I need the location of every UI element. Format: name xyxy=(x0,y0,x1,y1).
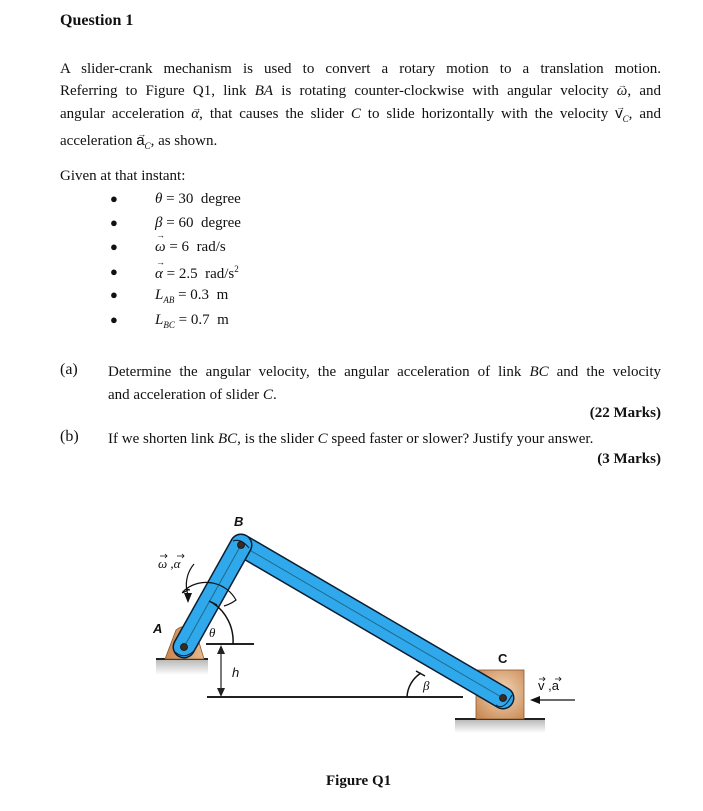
value: = 30 xyxy=(166,191,194,207)
v-symbol: → v xyxy=(615,105,623,122)
label-beta: β xyxy=(423,678,430,693)
link-bc-ref: BC xyxy=(529,364,549,380)
value: = 60 xyxy=(166,215,194,231)
symbol: L xyxy=(155,287,164,303)
unit: m xyxy=(217,312,229,328)
alpha-symbol: → α xyxy=(191,106,199,122)
part-a-label: (a) xyxy=(60,361,78,378)
bullet-icon: ● xyxy=(110,239,118,254)
text: speed faster or slower? Justify your answer. xyxy=(327,431,594,447)
symbol: L xyxy=(155,312,164,328)
label-theta: θ xyxy=(209,625,216,640)
text: , and xyxy=(627,83,661,100)
part-a-marks: (22 Marks) xyxy=(589,405,661,421)
v-subscript: C xyxy=(622,113,629,124)
text: , that causes the slider xyxy=(199,105,351,122)
label-omega-alpha: ω ,α xyxy=(158,556,181,571)
value: = 6 xyxy=(169,239,190,255)
text: Determine the angular velocity, the angular acceleration of link xyxy=(108,364,530,380)
text: and the velocity xyxy=(548,364,661,380)
value: = 0.3 xyxy=(178,287,210,303)
pin-b xyxy=(238,542,245,549)
slider-ref: C xyxy=(317,431,328,447)
text: is rotating counter-clockwise with angular velocity xyxy=(273,83,617,100)
a-subscript: C xyxy=(144,140,151,151)
link-ba-ref: BA xyxy=(254,83,274,100)
label-v-a: v ,a xyxy=(538,678,559,693)
bullet-icon: ● xyxy=(110,287,118,302)
text: , as shown. xyxy=(150,132,218,149)
link-bc-ref: BC xyxy=(217,431,238,447)
unit: degree xyxy=(200,191,241,207)
text: Referring to Figure Q1, link xyxy=(60,83,255,100)
a-symbol: → a xyxy=(136,132,144,149)
bullet-icon: ● xyxy=(110,312,118,327)
subscript: BC xyxy=(163,320,175,330)
unit: degree xyxy=(200,215,241,231)
text: . xyxy=(272,386,277,403)
unit-exponent: 2 xyxy=(234,264,239,274)
label-c: C xyxy=(498,651,508,666)
unit: rad/s xyxy=(196,239,226,255)
value: = 2.5 xyxy=(166,266,198,282)
symbol: → ω xyxy=(155,239,166,255)
text: angular acceleration xyxy=(60,105,192,122)
slider-ref: C xyxy=(350,105,361,122)
velocity-arrow xyxy=(530,696,575,704)
omega-symbol: → ω xyxy=(617,83,628,99)
label-a: A xyxy=(153,621,163,636)
subscript: AB xyxy=(163,295,175,305)
text: to slide horizontally with the velocity xyxy=(360,105,616,122)
given-label: Given at that instant: xyxy=(60,168,186,184)
symbol: β xyxy=(155,215,163,231)
question-title: Question 1 xyxy=(60,12,134,29)
label-h: h xyxy=(232,665,240,680)
bullet-icon: ● xyxy=(110,191,118,206)
text: , and xyxy=(628,105,661,122)
value: = 0.7 xyxy=(178,312,210,328)
symbol: θ xyxy=(155,191,163,207)
text: acceleration xyxy=(60,132,137,149)
intro-line-1: A slider-crank mechanism is used to convert a rotary motion to a translation motion. xyxy=(60,61,661,77)
link-bc xyxy=(241,545,503,698)
unit: rad/s xyxy=(205,266,235,282)
label-b: B xyxy=(234,514,244,529)
part-b-label: (b) xyxy=(60,428,79,445)
bullet-icon: ● xyxy=(110,264,118,279)
text: , is the slider xyxy=(237,431,318,447)
pin-c xyxy=(500,695,507,702)
ground-a xyxy=(156,659,208,675)
part-b-marks: (3 Marks) xyxy=(597,451,661,467)
text: If we shorten link xyxy=(108,431,218,447)
bullet-icon: ● xyxy=(110,215,118,230)
pin-a xyxy=(181,644,188,651)
figure-caption: Figure Q1 xyxy=(326,773,392,789)
unit: m xyxy=(216,287,229,303)
ground-c xyxy=(455,719,545,733)
slider-ref: C xyxy=(262,386,273,403)
symbol: → α xyxy=(155,266,163,282)
text: and acceleration of slider xyxy=(108,386,263,403)
